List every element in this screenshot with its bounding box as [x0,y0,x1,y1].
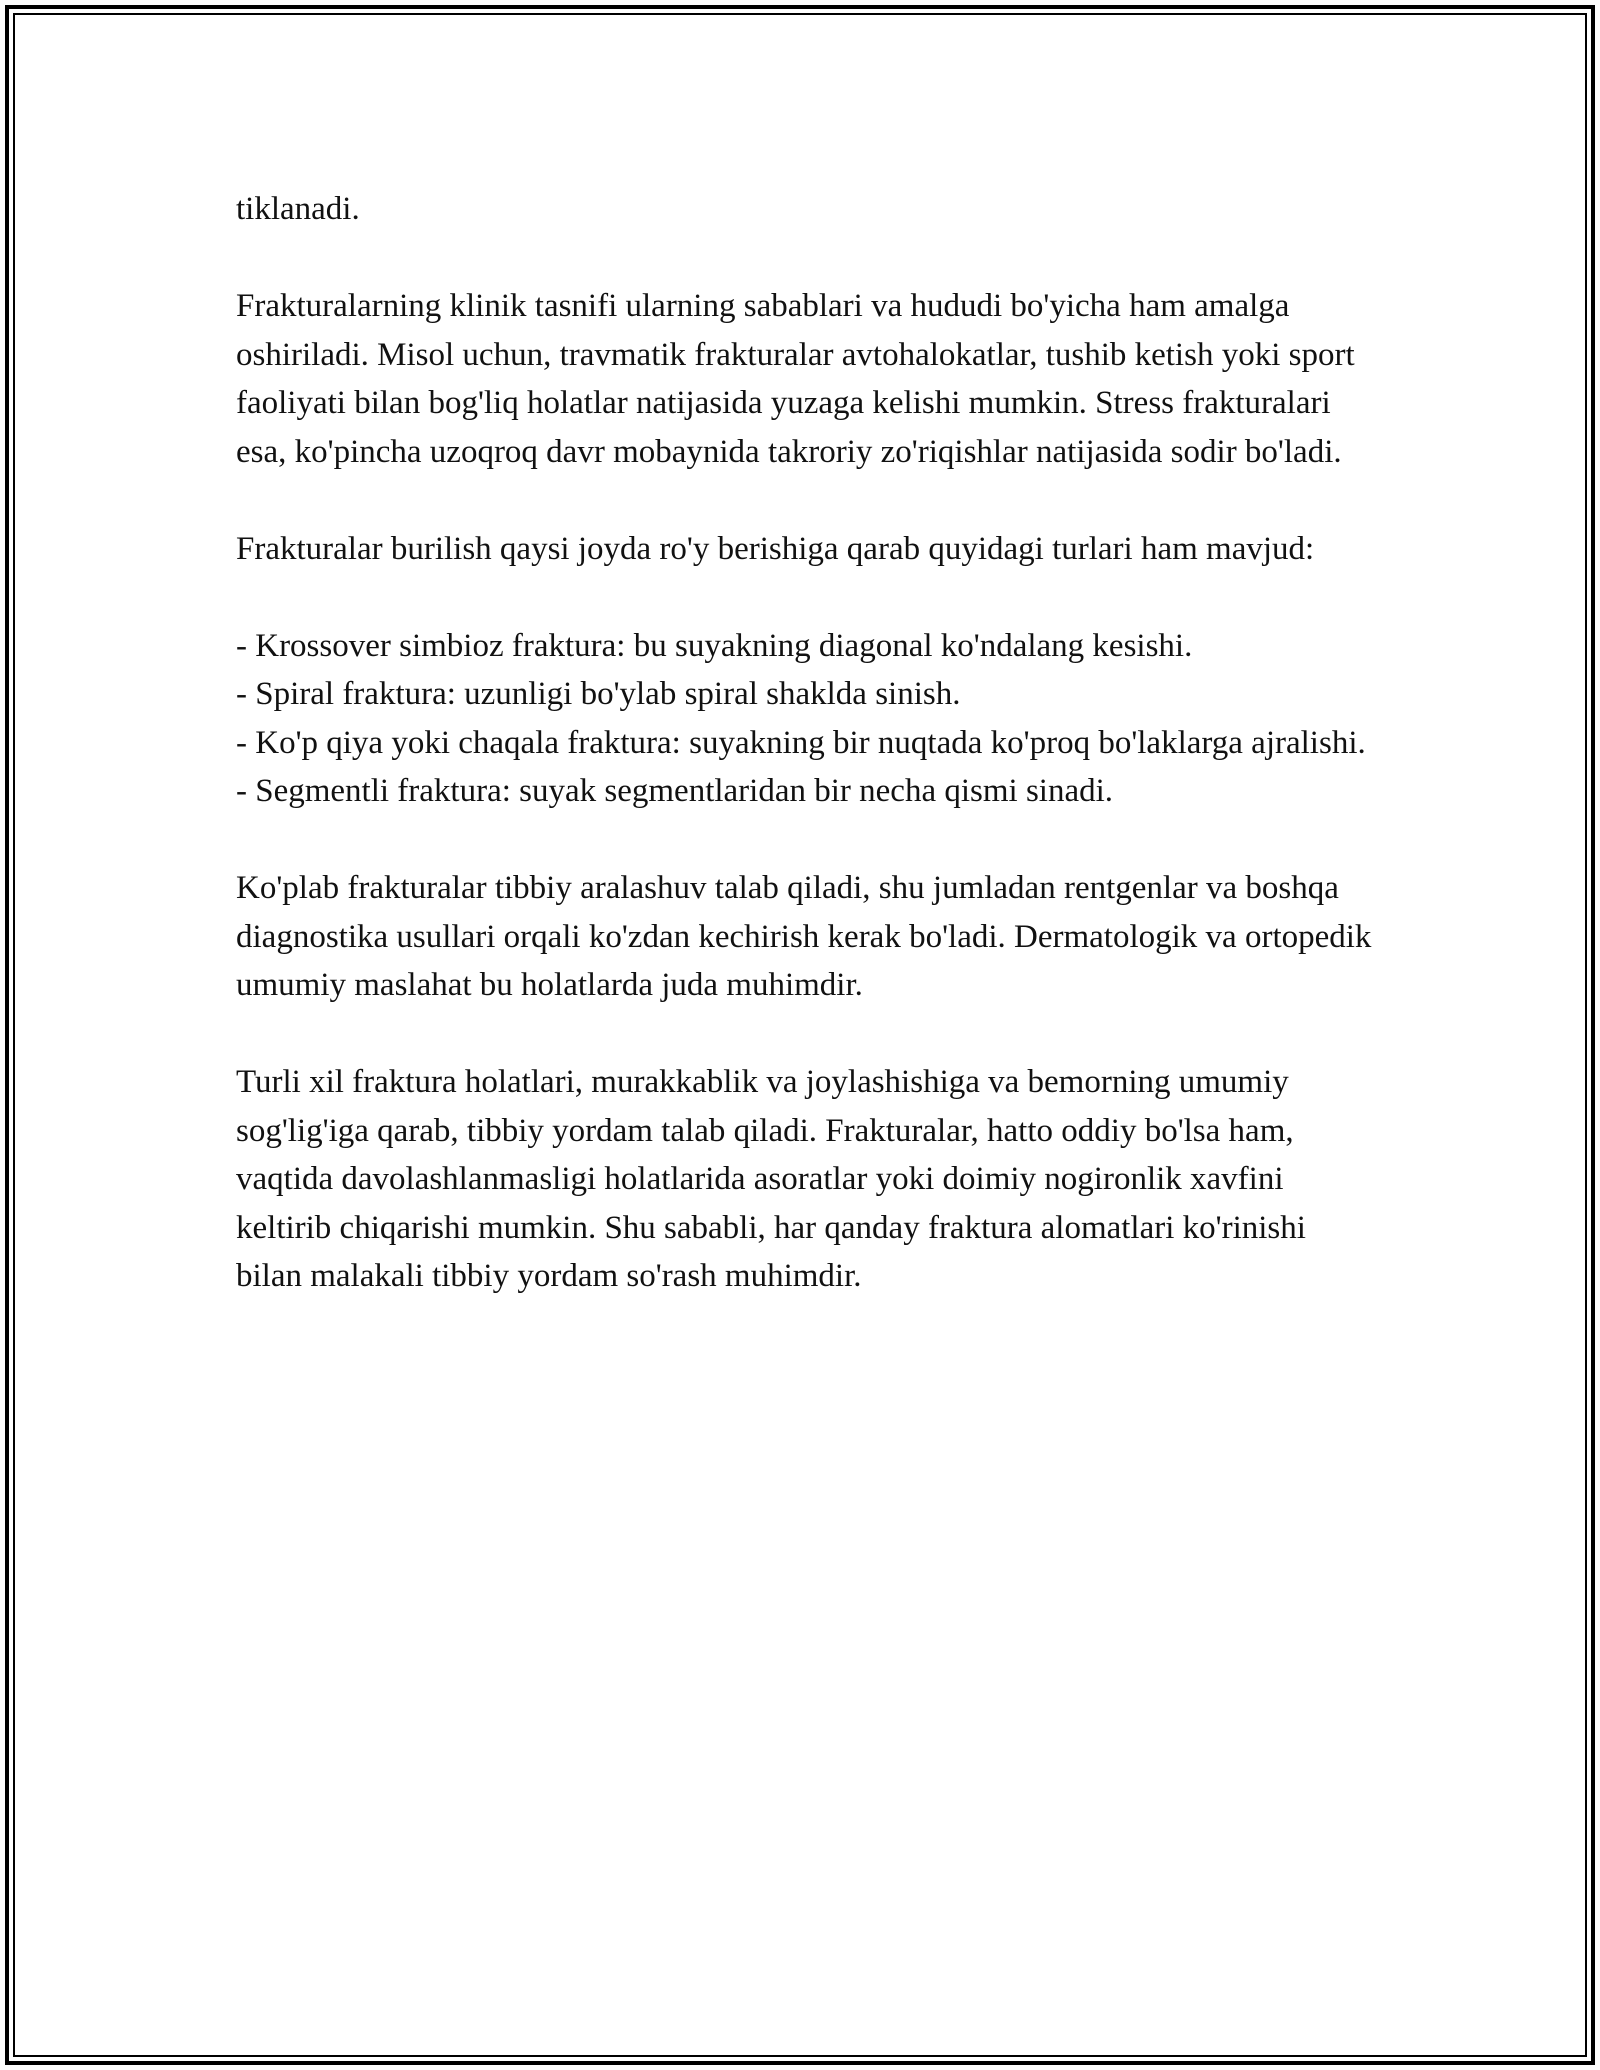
list-item: - Spiral fraktura: uzunligi bo'ylab spiral shaklda sinish. [236,676,961,712]
list-item: - Segmentli fraktura: suyak segmentlaridan bir necha qismi sinadi. [236,773,1114,809]
fracture-types-list [236,622,1376,816]
paragraph-continuation: tiklanadi. [236,191,360,227]
paragraph-clinical-classification: Frakturalarning klinik tasnifi ularning sabablari va hududi bo'yicha ham amalga oshiriladi. Misol uchun, travmatik frakturalar avtohalokatlar, tushib ketish yoki sport faoliyati bilan bog'liq holatlar natijasida yuzaga kelishi mumkin. Stress frakturalari esa, ko'pincha uzoqroq davr mobaynida takroriy zo'riqishlar natijasida sodir bo'ladi. [236,288,1355,470]
list-item: - Ko'p qiya yoki chaqala fraktura: suyakning bir nuqtada ko'proq bo'laklarga ajralishi. [236,724,1366,761]
paragraph-medical-intervention: Ko'plab frakturalar tibbiy aralashuv talab qiladi, shu jumladan rentgenlar va boshqa diagnostika usullari orqali ko'zdan kechirish kerak bo'ladi. Dermatologik va ortopedik umumiy maslahat bu holatlarda juda muhimdir. [236,870,1372,1003]
list-item: - Krossover simbioz fraktura: bu suyakning diagonal ko'ndalang kesishi. [236,627,1193,664]
paragraph-fracture-types-intro: Frakturalar burilish qaysi joyda ro'y berishiga qarab quyidagi turlari ham mavjud: [236,530,1315,567]
document-body [236,185,1376,1349]
paragraph-conclusion: Turli xil fraktura holatlari, murakkablik va joylashishiga va bemorning umumiy sog'lig'iga qarab, tibbiy yordam talab qiladi. Frakturalar, hatto oddiy bo'lsa ham, vaqtida davolashlanmasligi holatlarida asoratlar yoki doimiy nogironlik xavfini keltirib chiqarishi mumkin. Shu sababli, har qanday fraktura alomatlari ko'rinishi bilan malakali tibbiy yordam so'rash muhimdir. [236,1064,1306,1294]
